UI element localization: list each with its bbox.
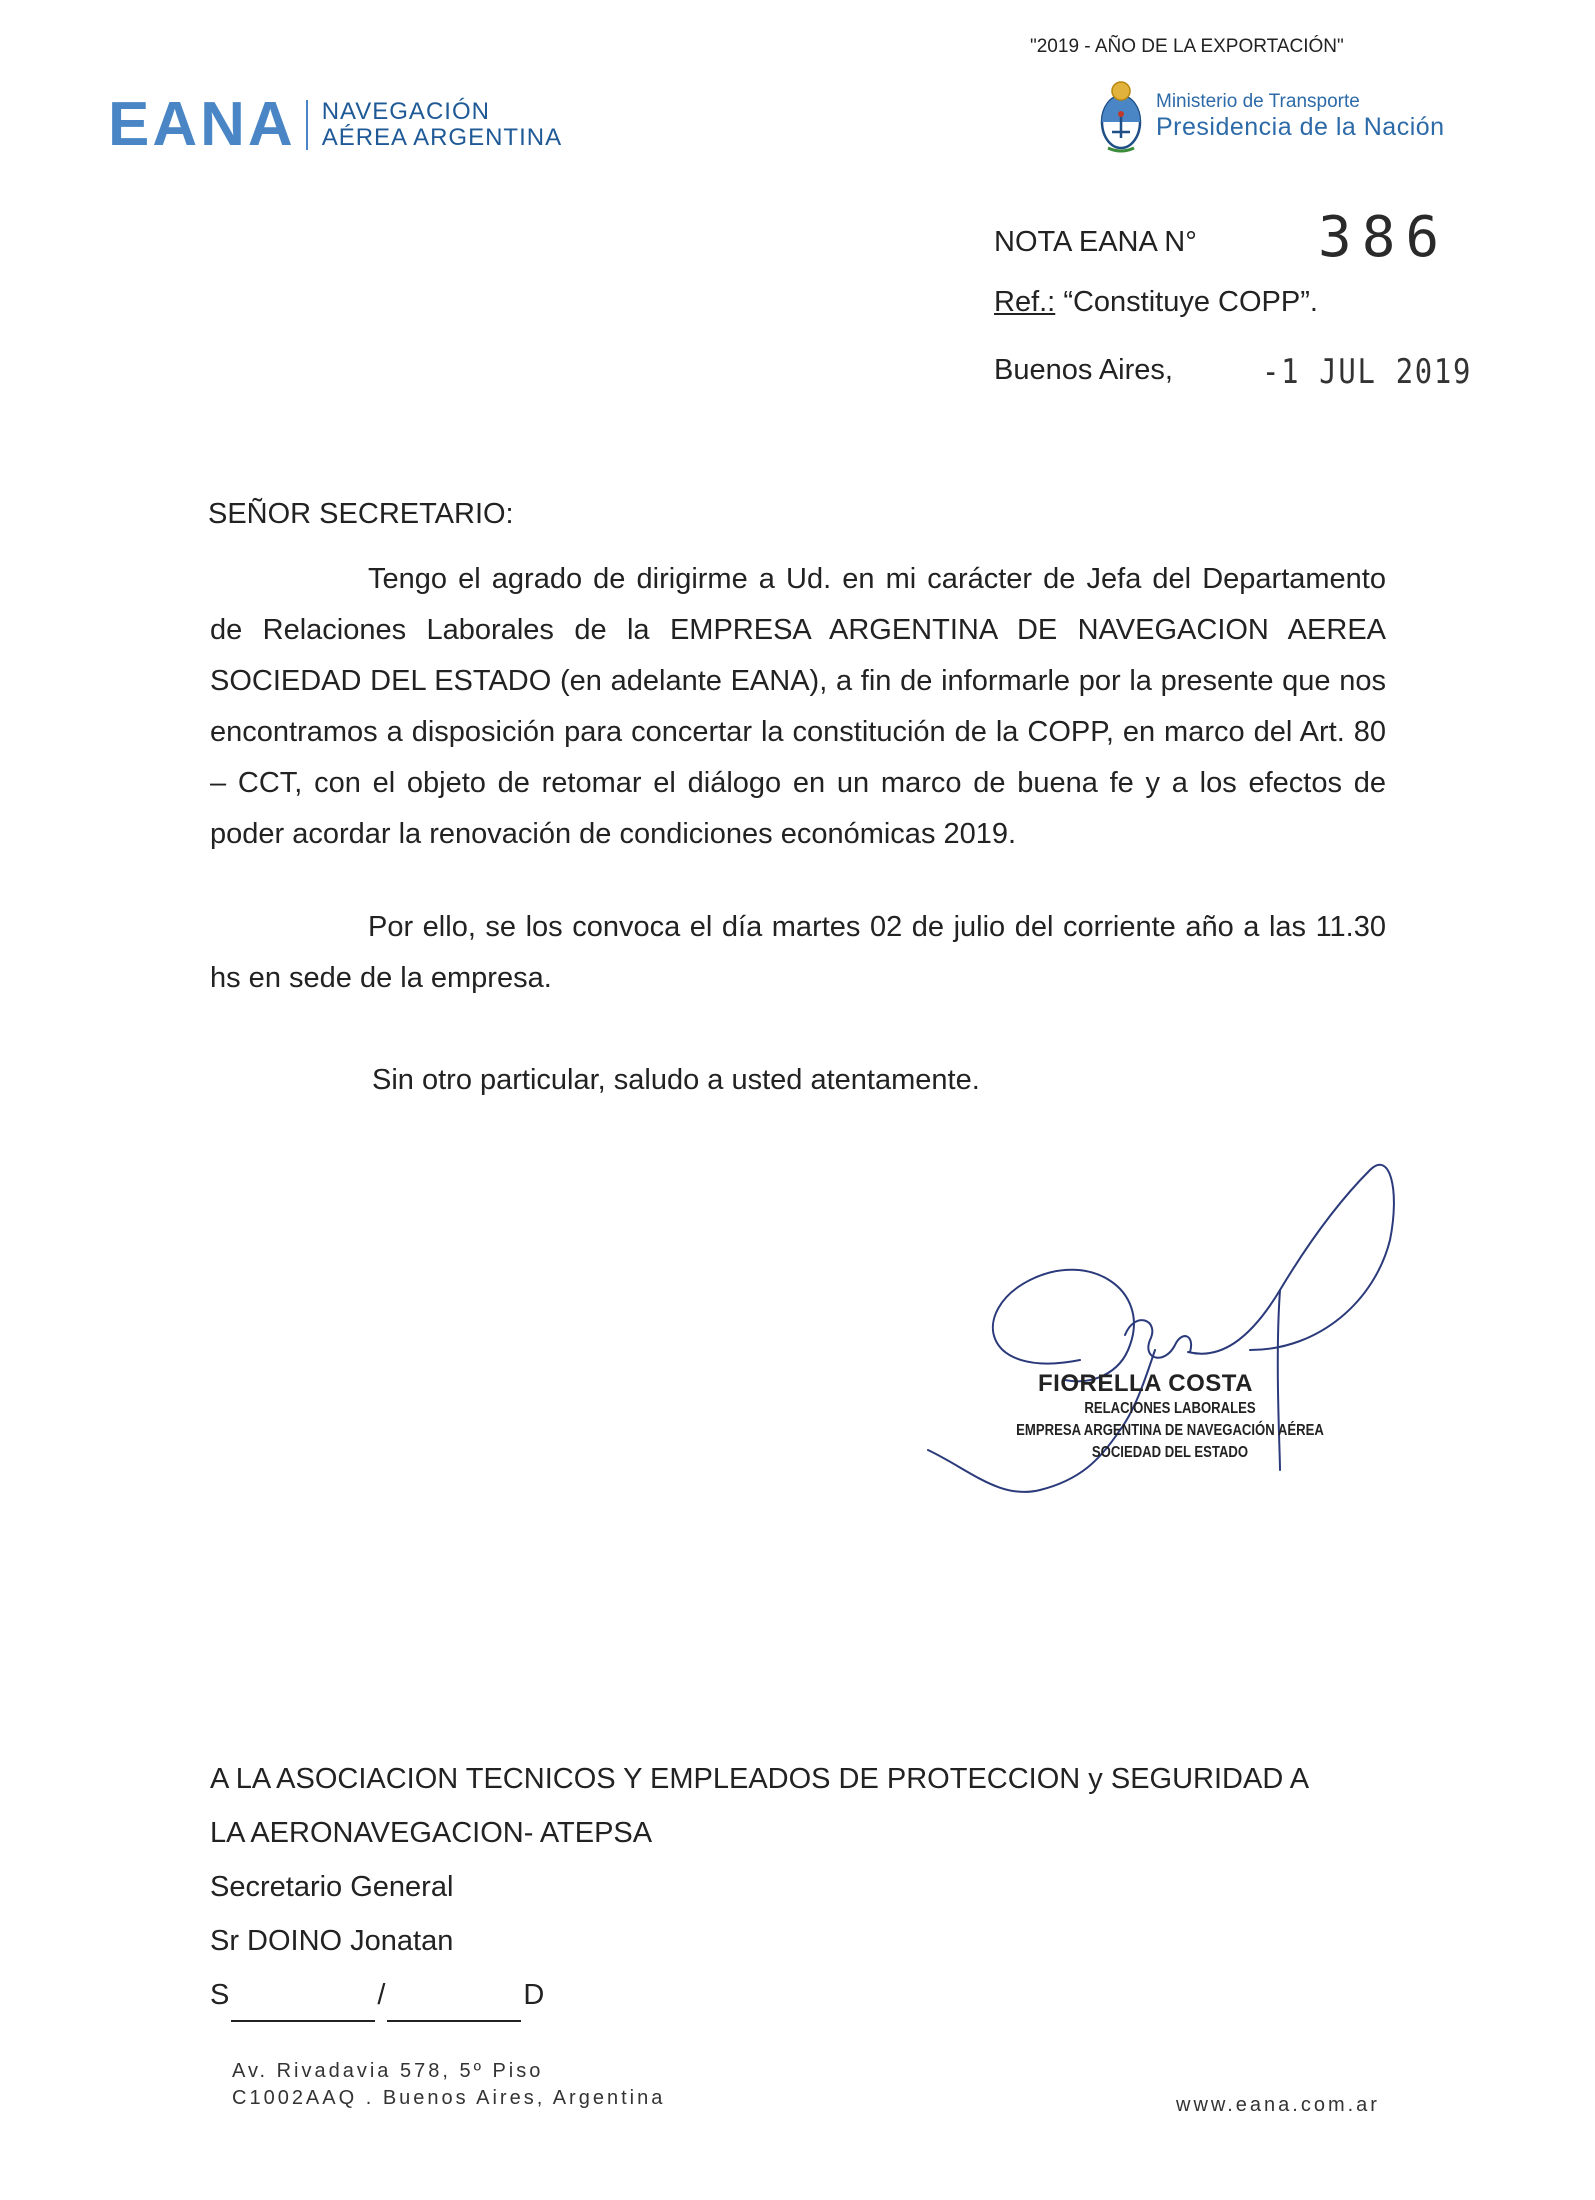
footer-address-line2: C1002AAQ . Buenos Aires, Argentina — [232, 2087, 666, 2109]
addressee-name: Sr DOINO Jonatan — [210, 1925, 454, 1957]
sd-end: D — [523, 1979, 545, 2011]
signatory-stamp — [998, 1398, 1342, 1464]
ministry-name: Ministerio de Transporte — [1156, 90, 1360, 112]
closing-line: Sin otro particular, saludo a usted atentamente. — [372, 1064, 980, 1096]
nota-number: 386 — [1318, 205, 1450, 270]
sd-start: S — [210, 1979, 230, 2011]
argentina-coat-of-arms-icon — [1100, 78, 1142, 154]
eana-logo — [108, 90, 563, 159]
sd-blank-2 — [387, 1990, 521, 2022]
year-motto: "2019 - AÑO DE LA EXPORTACIÓN" — [1030, 36, 1344, 57]
signatory-company-line2: SOCIEDAD DEL ESTADO — [1091, 1444, 1249, 1461]
footer-website: www.eana.com.ar — [1176, 2094, 1380, 2116]
ministry-logo — [1100, 78, 1445, 154]
signatory-name: FIORELLA COSTA — [1038, 1370, 1253, 1397]
sd-blank-1 — [231, 1990, 375, 2022]
eana-subtitle-line1: NAVEGACIÓN — [321, 98, 490, 125]
city-label: Buenos Aires, — [994, 354, 1173, 386]
eana-wordmark: EANA — [108, 90, 296, 159]
footer-address — [232, 2058, 665, 2112]
body-paragraph-2: Por ello, se los convoca el día martes 02 de julio del corriente año a las 11.30 hs en sede de la empresa. — [210, 911, 1386, 994]
eana-subtitle-line2: AÉREA ARGENTINA — [321, 124, 563, 151]
addressee-title: Secretario General — [210, 1871, 454, 1903]
sd-line — [210, 1968, 1309, 2022]
addressee-block — [210, 1752, 1309, 2022]
footer-address-line1: Av. Rivadavia 578, 5º Piso — [232, 2060, 544, 2082]
addressee-line-2: LA AERONAVEGACION- ATEPSA — [210, 1817, 653, 1849]
date-stamp: ‑1 JUL 2019 — [1262, 352, 1473, 392]
ref-text: “Constituye COPP”. — [1063, 286, 1318, 318]
signatory-department: RELACIONES LABORALES — [1084, 1400, 1256, 1417]
body-paragraph-1: Tengo el agrado de dirigirme a Ud. en mi carácter de Jefa del Departamento de Relaciones Laborales de la EMPRESA ARGENTINA DE NAVEGACION AEREA SOCIEDAD DEL ESTADO (en adelante EANA), a fin de informarle por la presente que nos encontramos a disposición para concertar la constitución de la COPP, en marco del Art. 80 – CCT, con el objeto de retomar el diálogo en un marco de buena fe y a los efectos de poder acordar la renovación de condiciones económicas 2019. — [210, 563, 1386, 850]
ref-line — [994, 286, 1318, 319]
eana-subtitle — [322, 99, 562, 151]
signatory-company: EMPRESA ARGENTINA DE NAVEGACIÓN AÉREA — [1016, 1422, 1324, 1439]
logo-divider — [306, 100, 308, 150]
nota-label: NOTA EANA N° — [994, 226, 1197, 258]
presidency-name: Presidencia de la Nación — [1156, 112, 1445, 141]
addressee-line-1: A LA ASOCIACION TECNICOS Y EMPLEADOS DE PROTECCION y SEGURIDAD A — [210, 1763, 1310, 1795]
sd-separator: / — [377, 1979, 386, 2011]
salutation: SEÑOR SECRETARIO: — [208, 498, 514, 530]
ref-label: Ref.: — [994, 286, 1056, 318]
